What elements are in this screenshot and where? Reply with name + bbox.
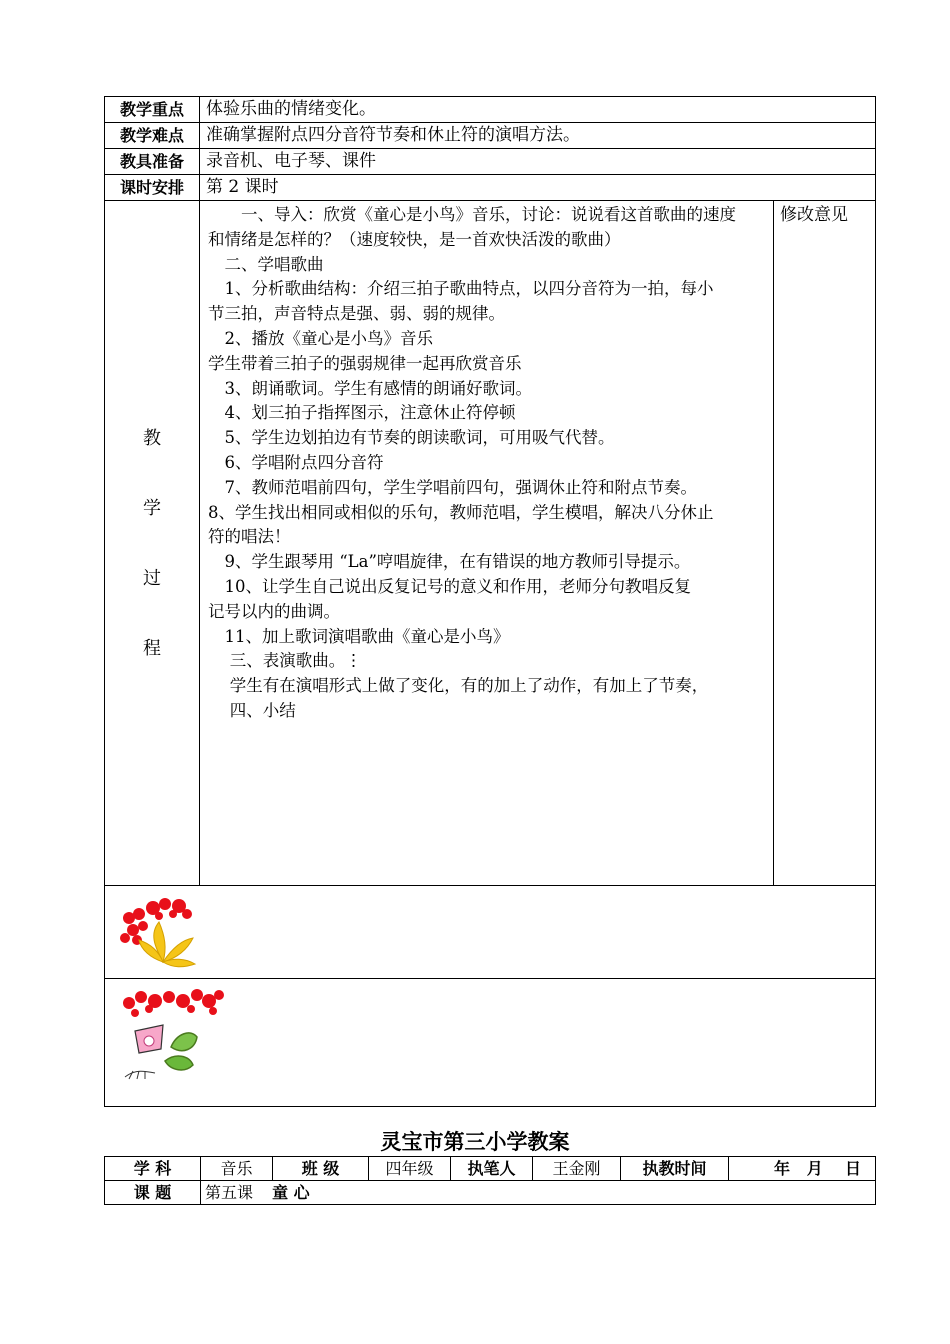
row-value: 第 2 课时 [200,175,876,201]
process-line: 1、分析歌曲结构：介绍三拍子歌曲特点，以四分音符为一拍，每小 [208,279,714,299]
process-line: 7、教师范唱前四句，学生学唱前四句，强调休止符和附点节奏。 [208,477,697,497]
row-value: 录音机、电子琴、课件 [200,149,876,175]
row-value: 体验乐曲的情绪变化。 [200,97,876,123]
flower-leaf-decoration-icon [115,892,205,972]
row-label: 教学重点 [105,97,200,123]
morning-glory-decoration-icon [115,985,225,1085]
process-line: 11、加上歌词演唱歌曲《童心是小鸟》 [208,626,510,646]
writer-value: 王金刚 [533,1157,621,1181]
decoration-cell [105,979,876,1107]
process-line: 三、表演歌曲。⋮ [208,651,362,671]
table-row [105,97,876,123]
decoration-cell [105,886,876,979]
process-line: 符的唱法！ [208,527,291,547]
process-line: 8、学生找出相同或相似的乐句，教师范唱，学生模唱，解决八分休止 [208,502,714,522]
process-line: 二、学唱歌曲 [208,254,324,274]
row-label: 教学难点 [105,123,200,149]
process-line: 和情绪是怎样的？（速度较快，是一首欢快活泼的歌曲） [208,229,621,249]
topic-value [201,1181,876,1205]
lesson-header-table [104,1156,876,1205]
process-line: 5、学生边划拍边有节奏的朗读歌词，可用吸气代替。 [208,428,615,448]
row-label: 教具准备 [105,149,200,175]
process-line: 记号以内的曲调。 [208,601,340,621]
topic-lesson-number: 第五课 [205,1183,254,1202]
subject-value: 音乐 [201,1157,273,1181]
process-line: 四、小结 [208,700,296,720]
process-line: 6、学唱附点四分音符 [208,452,384,472]
process-line: 学生带着三拍子的强弱规律一起再欣赏音乐 [208,353,522,373]
process-line: 3、朗诵歌词。学生有感情的朗诵好歌词。 [208,378,532,398]
process-content [200,201,774,886]
document-title: 灵宝市第三小学教案 [380,1130,570,1154]
process-line: 节三拍，声音特点是强、弱、弱的规律。 [208,304,505,324]
process-line: 2、播放《童心是小鸟》音乐 [208,328,433,348]
row-label: 课时安排 [105,175,200,201]
subject-label: 学 科 [105,1157,201,1181]
process-label-char: 程 [143,637,161,659]
time-label: 执教时间 [621,1157,729,1181]
table-row [105,1181,876,1205]
process-line: 一、导入：欣赏《童心是小鸟》音乐，讨论：说说看这首歌曲的速度 [208,205,736,224]
decoration-row [105,979,876,1107]
process-label [105,201,200,886]
lesson-plan-table [104,96,876,1107]
process-line: 学生有在演唱形式上做了变化，有的加上了动作，有加上了节奏， [208,676,709,696]
table-row [105,175,876,201]
revision-notes-label: 修改意见 [774,201,876,886]
process-label-char: 教 [143,427,161,449]
table-row [105,1157,876,1181]
process-line: 4、划三拍子指挥图示，注意休止符停顿 [208,403,516,423]
class-value: 四年级 [369,1157,451,1181]
process-label-char: 学 [143,497,161,519]
table-row [105,149,876,175]
topic-label: 课 题 [105,1181,201,1205]
process-line: 10、让学生自己说出反复记号的意义和作用，老师分句教唱反复 [208,576,691,596]
process-row [105,201,876,886]
decoration-row [105,886,876,979]
class-label: 班 级 [273,1157,369,1181]
process-label-char: 过 [143,567,161,589]
topic-lesson-title: 童 心 [272,1183,310,1202]
row-value: 准确掌握附点四分音符节奏和休止符的演唱方法。 [200,123,876,149]
time-value: 年 月 日 [729,1157,876,1181]
writer-label: 执笔人 [451,1157,533,1181]
table-row [105,123,876,149]
process-line: 9、学生跟琴用 “La”哼唱旋律，在有错误的地方教师引导提示。 [208,552,691,572]
